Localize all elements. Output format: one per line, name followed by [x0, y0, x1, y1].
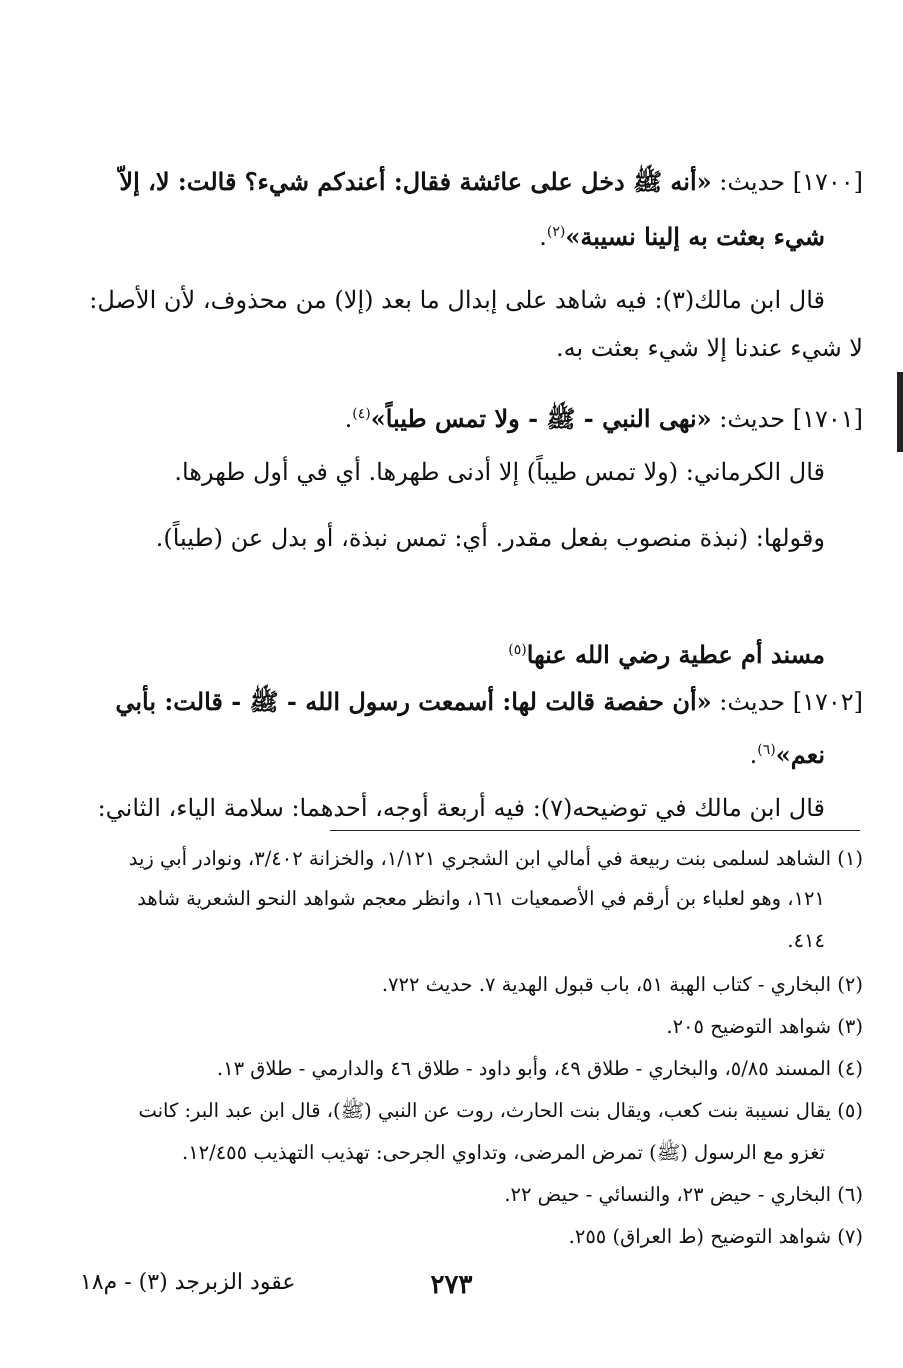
- footnote-1-line-2: ١٢١، وهو لعلباء بن أرقم في الأصمعيات ١٦١، وانظر معجم شواهد النحو الشعرية شاهد: [137, 887, 825, 910]
- hadith-1700-text-2: شيء بعثت به إلينا نسيبة»: [565, 222, 825, 251]
- ibn-malik-comment-2-text: قال ابن مالك في توضيحه(٧): فيه أربعة أوجه، أحدهما: سلامة الياء، الثاني:: [97, 794, 825, 822]
- hadith-1702-label: حديث:: [719, 688, 786, 716]
- hadith-1700-label: حديث:: [719, 168, 786, 196]
- footnote-6: (٦) البخاري - حيض ٢٣، والنسائي - حيض ٢٢.: [504, 1183, 863, 1206]
- ibn-malik-comment-1-text-2: لا شيء عندنا إلا شيء بعثت به.: [555, 334, 863, 362]
- footnote-3: (٣) شواهد التوضيح ٢٠٥.: [666, 1015, 863, 1038]
- page-number: ٢٧٣: [430, 1270, 473, 1300]
- kirmani-comment-line-1: [40, 450, 825, 494]
- hadith-1702-end: .: [749, 741, 758, 769]
- footnote-4: (٤) المسند ٥/٨٥، والبخاري - طلاق ٤٩، وأبو داود - طلاق ٤٦ والدارمي - طلاق ١٣.: [216, 1057, 863, 1080]
- hadith-1702-line-1: [40, 680, 863, 724]
- hadith-1702-number: [١٧٠٢]: [792, 688, 863, 716]
- ibn-malik-comment-1-line-2: [40, 326, 863, 370]
- kirmani-comment-text-2: وقولها: (نبذة منصوب بفعل مقدر. أي: تمس نبذة، أو بدل عن (طيباً).: [155, 524, 825, 552]
- footnote-separator: [330, 830, 860, 831]
- hadith-1700-line-1: [40, 160, 863, 204]
- ibn-malik-comment-1-line-1: [40, 278, 825, 322]
- hadith-1701-footnote-ref: (٤): [352, 406, 371, 422]
- footnote-1-line-1: (١) الشاهد لسلمى بنت ربيعة في أمالي ابن الشجري ١/١٢١، والخزانة ٣/٤٠٢، ونوادر أبي زيد: [128, 847, 863, 870]
- footnote-1-line-3: ٤١٤.: [787, 929, 825, 952]
- kirmani-comment-line-2: [40, 516, 825, 560]
- page-footer: [80, 1270, 823, 1310]
- hadith-1700-text-1: «أنه ﷺ دخل على عائشة فقال: أعندكم شيء؟ قالت: لا، إلاّ: [119, 167, 712, 196]
- hadith-1702-line-2: [40, 728, 825, 777]
- hadith-1700-line-2: [40, 210, 825, 259]
- musnad-heading-text: مسند أم عطية رضي الله عنها: [526, 640, 825, 669]
- footnote-7: (٧) شواهد التوضيح (ط العراق) ٢٥٥.: [568, 1225, 863, 1248]
- musnad-heading: [40, 628, 825, 677]
- hadith-1700-end: .: [539, 223, 547, 251]
- footnote-5-line-1: (٥) يقال نسيبة بنت كعب، ويقال بنت الحارث، روت عن النبي (ﷺ)، قال ابن عبد البر: كانت: [138, 1099, 863, 1122]
- hadith-1700-footnote-ref: (٢): [546, 224, 566, 240]
- ibn-malik-comment-2-line: [40, 786, 825, 830]
- footnote-2: (٢) البخاري - كتاب الهبة ٥١، باب قبول الهدية ٧. حديث ٧٢٢.: [381, 973, 863, 996]
- signature-mark: عقود الزبرجد (٣) - م١٨: [80, 1270, 296, 1295]
- hadith-1701-label: حديث:: [719, 405, 786, 433]
- hadith-1701-number: [١٧٠١]: [792, 405, 863, 433]
- hadith-1702-text-2: نعم»: [775, 740, 825, 769]
- hadith-1702-footnote-ref: (٦): [757, 742, 776, 758]
- musnad-footnote-ref: (٥): [508, 642, 527, 658]
- footnote-5-line-2: تغزو مع الرسول (ﷺ) تمرض المرضى، وتداوي الجرحى: تهذيب التهذيب ١٢/٤٥٥.: [181, 1141, 825, 1164]
- kirmani-comment-text-1: قال الكرماني: (ولا تمس طيباً) إلا أدنى طهرها. أي في أول طهرها.: [174, 458, 825, 486]
- hadith-1701-text: «نهى النبي - ﷺ - ولا تمس طيباً»: [370, 404, 712, 433]
- hadith-1701-end: .: [344, 405, 353, 433]
- hadith-1702-text-1: «أن حفصة قالت لها: أسمعت رسول الله - ﷺ - قالت: بأبي: [115, 687, 712, 716]
- hadith-1700-number: [١٧٠٠]: [792, 168, 863, 196]
- hadith-1701-line: [40, 392, 863, 441]
- ibn-malik-comment-1-text-1: قال ابن مالك(٣): فيه شاهد على إبدال ما بعد (إلا) من محذوف، لأن الأصل:: [89, 286, 825, 314]
- scan-edge-mark: [897, 372, 903, 452]
